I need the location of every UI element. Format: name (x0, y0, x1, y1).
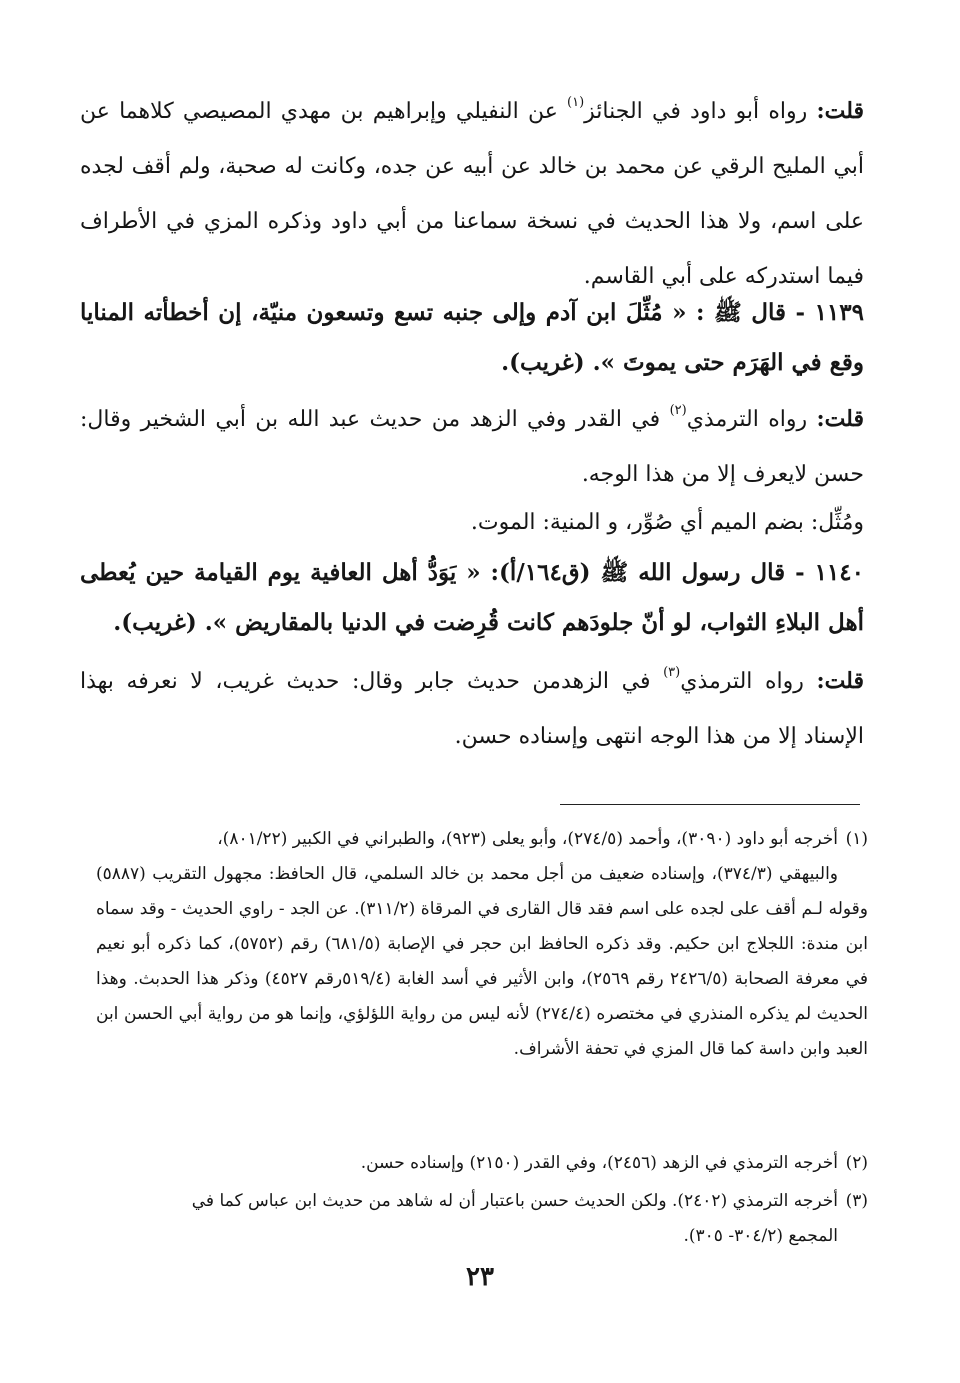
paragraph-text: رواه الترمذي (680, 669, 817, 694)
hadith-1139 (80, 288, 864, 388)
qult-label: قلت: (816, 98, 864, 124)
footnote-number: (٣) (845, 1191, 868, 1211)
footnote-1 (96, 822, 868, 1067)
footnote-2 (96, 1146, 868, 1181)
commentary-paragraph-1 (80, 84, 864, 304)
commentary-paragraph-2 (80, 392, 864, 502)
footnote-text: أخرجه الترمذي في الزهد (٢٤٥٦)، وفي القدر (٢١٥٠) وإسناده حسن. (360, 1153, 838, 1173)
explanation-text: ومُثِّل: بضم الميم أي صُوِّر، و المنية: الموت. (470, 510, 864, 535)
hadith-text: ١١٣٩ - قال ﷺ : « مُثِّلَ ابن آدم وإلى جنبه تسع وتسعون منيّة، إن أخطأته المنايا وقع في الهَرَم حتى يموتَ ». (غريب). (80, 299, 864, 376)
word-explanation (80, 495, 864, 550)
footnote-separator (560, 804, 860, 805)
hadith-1140 (80, 548, 864, 648)
footnote-3 (96, 1184, 868, 1254)
page-number: ٢٣ (466, 1262, 494, 1292)
hadith-text: ١١٤٠ - قال رسول الله ﷺ (ق١٦٤/أ): « يَوَدُّ أهل العافية يوم القيامة حين يُعطى أهل البلاءِ الثواب، لو أنّ جلودَهم كانت قُرِضت في الدنيا بالمقاريض ». (غريب). (80, 559, 864, 636)
footnote-text: أخرجه الترمذي (٢٤٠٢). ولكن الحديث حسن باعتبار أن له شاهد من حديث ابن عباس كما في (191, 1191, 838, 1211)
qult-label: قلت: (816, 668, 864, 694)
footnote-ref-2[interactable]: (٢) (669, 403, 687, 418)
paragraph-text: في القدر وفي الزهد من حديث عبد الله بن أبي الشخير وقال: حسن لايعرف إلا من هذا الوجه. (80, 407, 864, 487)
paragraph-text: رواه الترمذي (686, 407, 817, 432)
commentary-paragraph-3 (80, 654, 864, 764)
footnote-ref-3[interactable]: (٣) (663, 665, 681, 680)
footnote-ref-1[interactable]: (١) (567, 95, 585, 110)
footnote-text: أخرجه أبو داود (٣٠٩٠)، وأحمد (٢٧٤/٥)، وأبو يعلى (٩٢٣)، والطبراني في الكبير (٨٠١/٢٢)، (217, 829, 838, 849)
paragraph-text: رواه أبو داود في الجنائز (584, 99, 817, 124)
footnote-number: (١) (845, 829, 868, 849)
paragraph-text: في الزهدمن حديث جابر وقال: حديث غريب، لا نعرفه بهذا الإسناد إلا من هذا الوجه انتهى وإسناده حسن. (80, 669, 864, 749)
paragraph-text: عن النفيلي وإبراهيم بن مهدي المصيصي كلاهما عن أبي المليح الرقي عن محمد بن خالد عن أبيه عن جده، وكانت له صحبة، ولم أقف لجده على اسم، ولا هذا الحديث في نسخة سماعنا من أبي داود وذكره المزي في الأطراف فيما استدركه على أبي القاسم. (80, 99, 864, 289)
qult-label: قلت: (816, 406, 864, 432)
footnote-continuation: المجمع (٣٠٤/٢- ٣٠٥). (683, 1226, 838, 1246)
footnote-continuation: والبيهقي (٣٧٤/٣)، وإسناده ضعيف من أجل محمد بن خالد السلمي، قال الحافظ: مجهول التقريب (٥٨٨٧) وقوله لـم أقف على لجده على اسم فقد قال القارى في المرقاة (٣١١/٢). عن الجد - راوي الحديث - وقد سماه ابن مندة: اللجلاج ابن حكيم. وقد ذكره الحافظ ابن حجر في الإصابة (٦٨١/٥) رقم (٥٧٥٢)، كما ذكره أبو نعيم في معرفة الصحابة (٢٤٢٦/٥ رقم ٢٥٦٩)، وابن الأثير في أسد الغابة (٥١٩/٤رقم ٤٥٢٧) وذكر هذا الحدبث. وهذا الحديث لم يذكره المنذري في مختصره (٢٧٤/٤) لأنه ليس من رواية اللؤلؤي، وإنما هو من رواية أبي الحسن ابن العبد وابن داسة كما قال المزي في تحفة الأشراف. (96, 864, 868, 1059)
footnote-number: (٢) (845, 1153, 868, 1173)
